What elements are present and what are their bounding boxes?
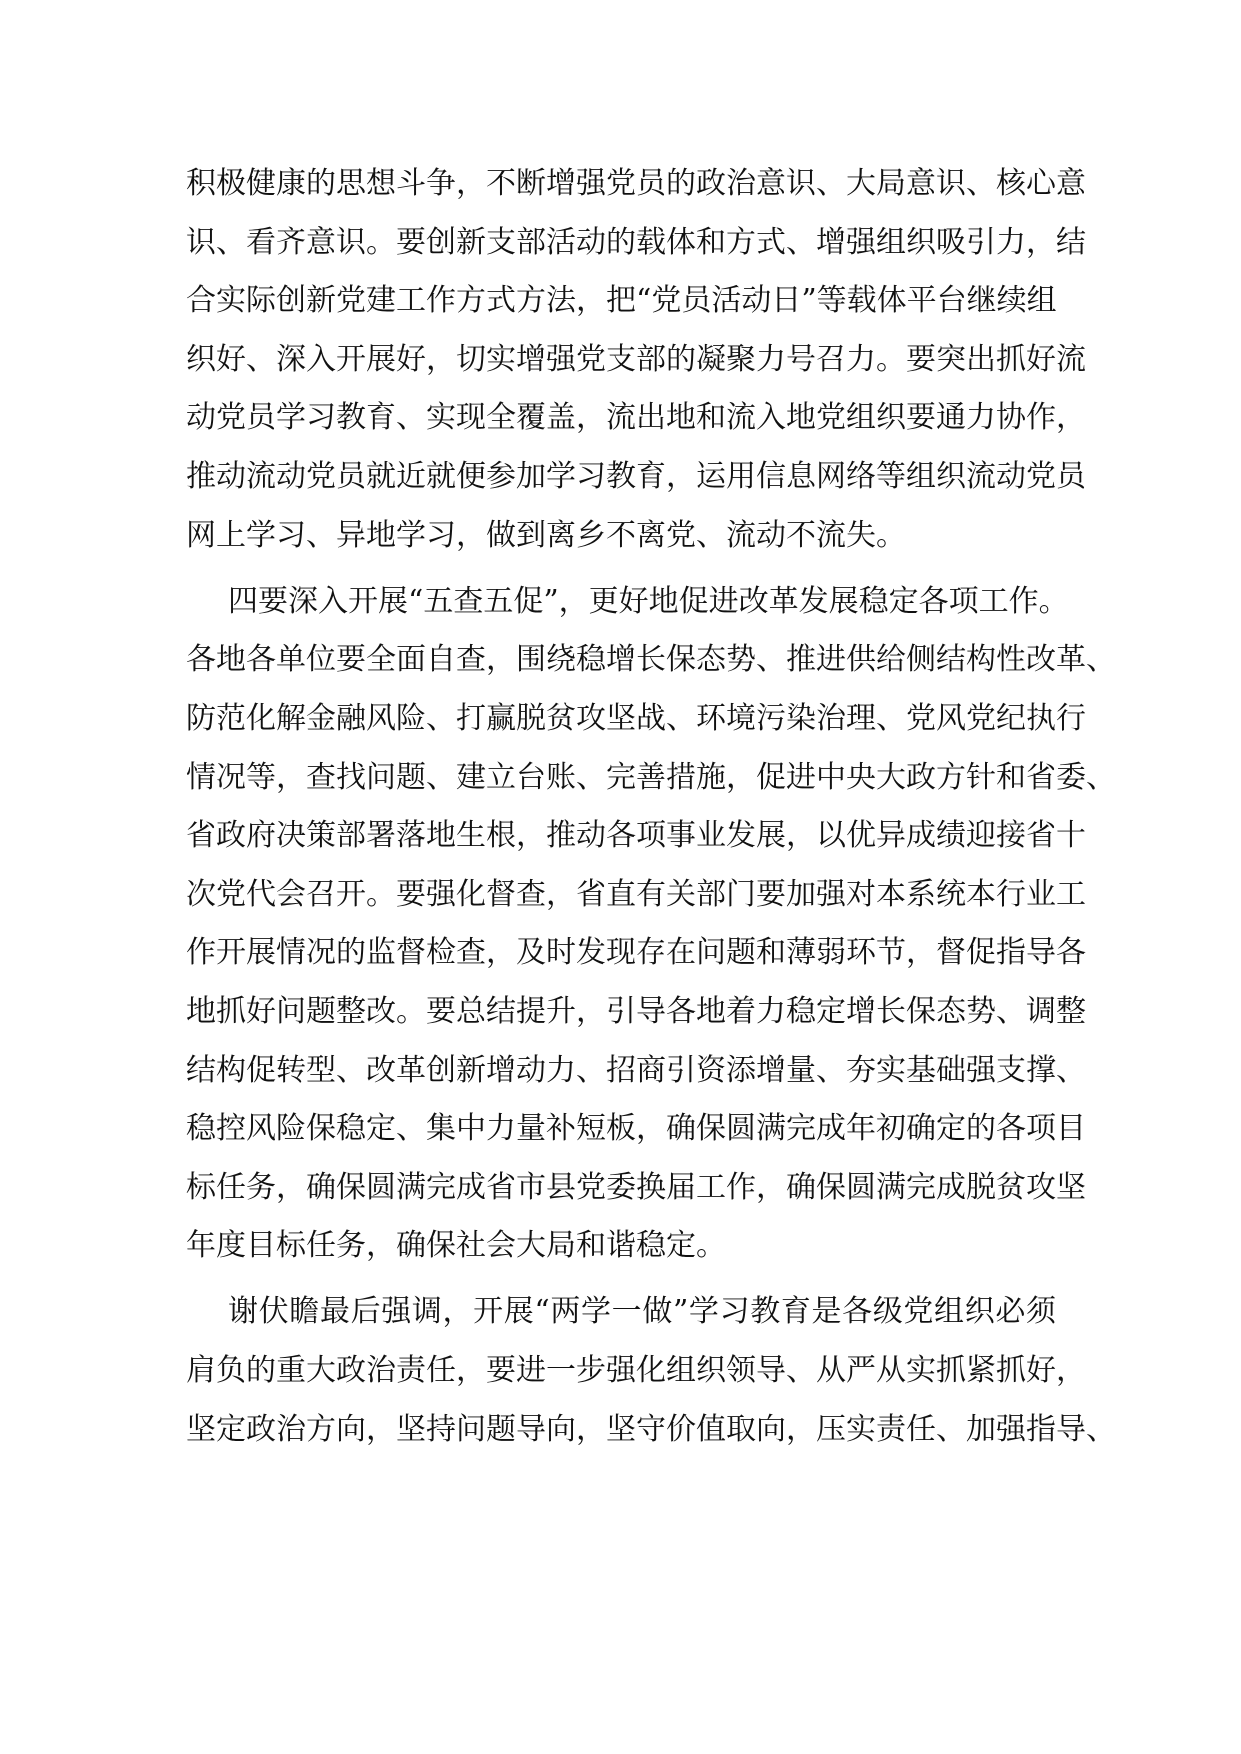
text-line: 标任务，确保圆满完成省市县党委换届工作，确保圆满完成脱贫攻坚 (186, 1169, 1086, 1205)
text-line: 地抓好问题整改。要总结提升，引导各地着力稳定增长保态势、调整 (186, 993, 1086, 1029)
text-line: 积极健康的思想斗争，不断增强党员的政治意识、大局意识、核心意 (186, 166, 1086, 201)
text-line: 动党员学习教育、实现全覆盖，流出地和流入地党组织要通力协作， (186, 400, 1086, 436)
text-line: 省政府决策部署落地生根，推动各项事业发展，以优异成绩迎接省十 (186, 818, 1086, 854)
text-line: 防范化解金融风险、打赢脱贫攻坚战、环境污染治理、党风党纪执行 (186, 700, 1086, 736)
text-line: 合实际创新党建工作方式方法，把“党员活动日”等载体平台继续组 (186, 283, 1057, 319)
text-line: 次党代会召开。要强化督查，省直有关部门要加强对本系统本行业工 (186, 876, 1086, 912)
text-line: 稳控风险保稳定、集中力量补短板，确保圆满完成年初确定的各项目 (186, 1111, 1086, 1147)
text-line: 结构促转型、改革创新增动力、招商引资添增量、夯实基础强支撑、 (186, 1052, 1086, 1088)
text-line: 网上学习、异地学习，做到离乡不离党、流动不流失。 (186, 517, 906, 553)
text-line: 情况等，查找问题、建立台账、完善措施，促进中央大政方针和省委、 (186, 759, 1116, 795)
text-line: 作开展情况的监督检查，及时发现存在问题和薄弱环节，督促指导各 (186, 935, 1086, 971)
document-body (186, 155, 1116, 1459)
text-line: 年度目标任务，确保社会大局和谐稳定。 (186, 1228, 726, 1264)
text-line: 推动流动党员就近就便参加学习教育，运用信息网络等组织流动党员 (186, 458, 1086, 494)
text-line: 肩负的重大政治责任，要进一步强化组织领导、从严从实抓紧抓好， (186, 1353, 1086, 1389)
text-line: 坚定政治方向，坚持问题导向，坚守价值取向，压实责任、加强指导、 (186, 1411, 1116, 1447)
text-line: 各地各单位要全面自查，围绕稳增长保态势、推进供给侧结构性改革、 (186, 642, 1116, 678)
paragraph-first-line: 四要深入开展“五查五促”，更好地促进改革发展稳定各项工作。 (228, 583, 1069, 619)
paragraph-first-line: 谢伏瞻最后强调，开展“两学一做”学习教育是各级党组织必须 (228, 1294, 1056, 1330)
text-line: 识、看齐意识。要创新支部活动的载体和方式、增强组织吸引力，结 (186, 224, 1086, 260)
text-line: 织好、深入开展好，切实增强党支部的凝聚力号召力。要突出抓好流 (186, 341, 1086, 377)
